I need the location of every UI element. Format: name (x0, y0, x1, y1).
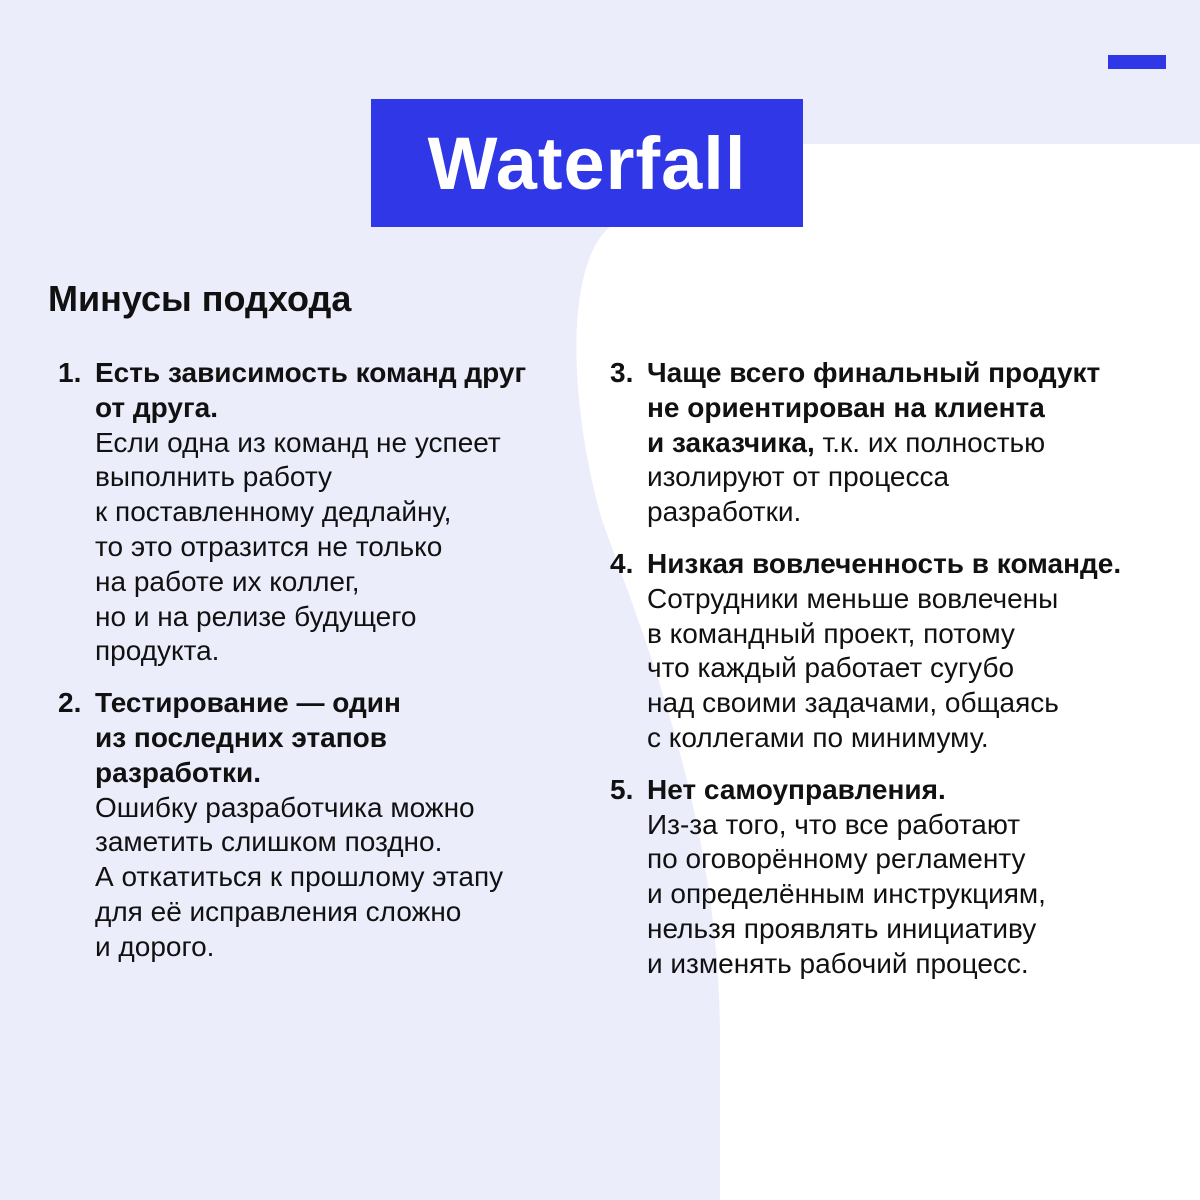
item-line-bold: не ориентирован на клиента (647, 391, 1045, 423)
item-line (95, 634, 558, 669)
item-line-text: по оговорённому регламенту (647, 843, 1026, 875)
item-line (647, 391, 1170, 426)
item-line-text: А откатиться к прошлому этапу (95, 861, 504, 893)
item-line-bold: Низкая вовлеченность в команде. (647, 547, 1122, 579)
right-column (610, 356, 1170, 999)
item-line (95, 426, 558, 461)
item-line-text: нельзя проявлять инициативу (647, 912, 1037, 944)
item-line-text: т.к. их полностью (814, 426, 1046, 458)
item-line-text: и изменять рабочий процесс. (647, 947, 1029, 979)
item-line (647, 947, 1170, 982)
section-heading: Минусы подхода (48, 278, 352, 319)
item-number: 1. (58, 357, 82, 388)
item-line (647, 651, 1170, 686)
item-body (95, 356, 558, 669)
item-line (647, 808, 1170, 843)
item-line-text: над своими задачами, общаясь (647, 687, 1059, 719)
item-line-text: Из-за того, что все работают (647, 808, 1021, 840)
item-line-text: к поставленному дедлайну, (95, 496, 452, 528)
item-line-text: для её исправления сложно (95, 895, 462, 927)
item-line (95, 600, 558, 635)
item-line-text: и дорого. (95, 930, 215, 962)
item-line-text: на работе их коллег, (95, 565, 360, 597)
item-line (647, 356, 1170, 391)
item-line-bold: разработки. (95, 756, 262, 788)
item-line-text: и определённым инструкциям, (647, 878, 1046, 910)
item-line (95, 825, 558, 860)
item-line-bold: Есть зависимость команд друг (95, 357, 527, 388)
title-banner (371, 99, 803, 227)
item-line (647, 582, 1170, 617)
item-number: 4. (610, 547, 634, 579)
item-line-bold: Нет самоуправления. (647, 773, 946, 805)
item-line-bold: от друга. (95, 391, 218, 423)
list-item (610, 547, 1170, 756)
item-line (647, 912, 1170, 947)
list-item (610, 773, 1170, 982)
item-line-text: разработки. (647, 496, 802, 528)
item-line-text: заметить слишком поздно. (95, 826, 443, 858)
item-body (647, 547, 1170, 756)
item-number: 3. (610, 357, 634, 388)
item-line (95, 930, 558, 965)
item-line (647, 460, 1170, 495)
item-line (95, 530, 558, 565)
item-line-text: что каждый работает сугубо (647, 652, 1015, 684)
item-line (95, 565, 558, 600)
item-line-text: изолируют от процесса (647, 461, 950, 493)
item-line (95, 895, 558, 930)
item-line (647, 686, 1170, 721)
page-title: Waterfall (427, 121, 747, 205)
item-line (647, 773, 1170, 808)
list-item (58, 356, 558, 669)
item-body (647, 356, 1170, 530)
item-line (95, 356, 558, 391)
item-line (95, 721, 558, 756)
list-item (58, 686, 558, 964)
item-line-bold: из последних этапов (95, 721, 387, 753)
item-line (95, 391, 558, 426)
item-line (647, 426, 1170, 461)
list-item (610, 356, 1170, 530)
item-line (95, 860, 558, 895)
item-number: 5. (610, 773, 634, 805)
item-line (647, 617, 1170, 652)
item-line-text: с коллегами по минимуму. (647, 721, 989, 753)
item-line-text: Если одна из команд не успеет (95, 426, 501, 458)
item-line (95, 460, 558, 495)
left-column (58, 356, 558, 982)
item-line (95, 756, 558, 791)
item-body (95, 686, 558, 964)
item-line (95, 686, 558, 721)
item-line-bold: Тестирование — один (95, 687, 401, 719)
item-line (95, 791, 558, 826)
item-line (647, 495, 1170, 530)
item-line-text: выполнить работу (95, 461, 333, 493)
item-line (95, 495, 558, 530)
accent-dash (1108, 55, 1166, 69)
item-line-text: в командный проект, потому (647, 617, 1015, 649)
item-line-text: Ошибку разработчика можно (95, 791, 475, 823)
item-line-text: Сотрудники меньше вовлечены (647, 582, 1059, 614)
item-line-text: то это отразится не только (95, 530, 443, 562)
item-line (647, 721, 1170, 756)
item-line-bold: и заказчика, (647, 426, 815, 458)
item-number: 2. (58, 687, 82, 719)
item-body (647, 773, 1170, 982)
item-line (647, 877, 1170, 912)
item-line-text: продукта. (95, 635, 220, 667)
item-line (647, 547, 1170, 582)
item-line (647, 842, 1170, 877)
item-line-bold: Чаще всего финальный продукт (647, 357, 1101, 388)
item-line-text: но и на релизе будущего (95, 600, 417, 632)
